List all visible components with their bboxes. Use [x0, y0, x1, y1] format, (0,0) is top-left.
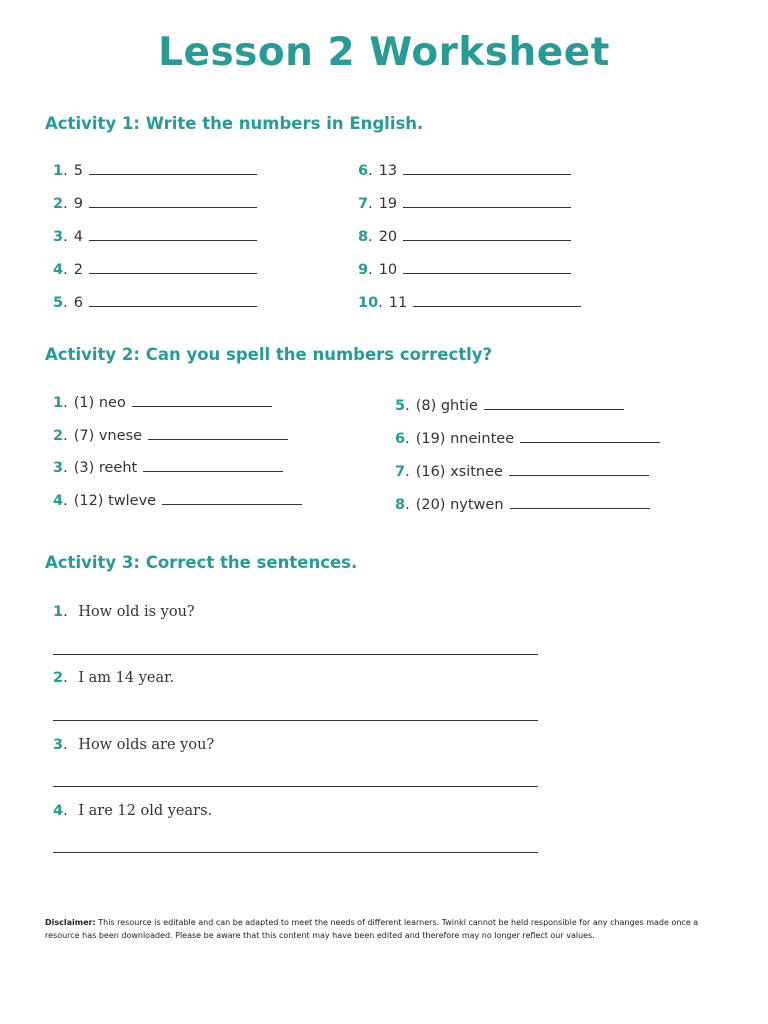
- answer-line[interactable]: [53, 654, 538, 655]
- item-value: 19: [378, 196, 398, 212]
- item-value: (20) nytwen: [415, 497, 504, 513]
- item-value: 2: [73, 262, 83, 278]
- item-number: 3: [53, 229, 64, 245]
- answer-blank[interactable]: [403, 193, 571, 208]
- activity-1-heading: Activity 1: Write the numbers in English.: [45, 114, 424, 133]
- item-value: 5: [73, 163, 83, 179]
- activity-2-heading: Activity 2: Can you spell the numbers correctly?: [45, 345, 493, 364]
- item-number: 1: [53, 604, 64, 620]
- item-number: 4: [53, 493, 64, 509]
- answer-blank[interactable]: [413, 292, 581, 307]
- answer-blank[interactable]: [148, 425, 288, 440]
- sentence-item: 3. How olds are you?: [53, 737, 215, 753]
- item-value: (8) ghtie: [415, 398, 478, 414]
- item-number: 6: [395, 431, 406, 447]
- activity-1-item: 5 . 6: [53, 292, 257, 313]
- answer-line[interactable]: [53, 852, 538, 853]
- item-number: 4: [53, 262, 64, 278]
- sentence-item: 1. How old is you?: [53, 604, 195, 620]
- item-value: (7) vnese: [73, 428, 143, 444]
- item-number: 4: [53, 803, 64, 819]
- activity-2-item: 2 . (7) vnese: [53, 425, 288, 446]
- activity-2-item: 4 . (12) twleve: [53, 490, 302, 511]
- answer-blank[interactable]: [403, 160, 571, 175]
- item-number: 10: [358, 295, 379, 311]
- activity-1-item: 10 . 11: [358, 292, 581, 313]
- item-number: 8: [395, 497, 406, 513]
- item-number: 5: [395, 398, 406, 414]
- item-number: 6: [358, 163, 369, 179]
- item-value: 4: [73, 229, 83, 245]
- sentence-text: I am 14 year.: [78, 670, 175, 686]
- item-number: 9: [358, 262, 369, 278]
- answer-line[interactable]: [53, 720, 538, 721]
- answer-line[interactable]: [53, 786, 538, 787]
- page-title: Lesson 2 Worksheet: [158, 30, 610, 75]
- sentence-item: 2. I am 14 year.: [53, 670, 175, 686]
- activity-1-item: 4 . 2: [53, 259, 257, 280]
- answer-blank[interactable]: [510, 494, 650, 509]
- sentence-text: I are 12 old years.: [78, 803, 213, 819]
- item-number: 2: [53, 196, 64, 212]
- activity-1-item: 7 . 19: [358, 193, 571, 214]
- answer-blank[interactable]: [89, 292, 257, 307]
- item-value: 20: [378, 229, 398, 245]
- sentence-item: 4. I are 12 old years.: [53, 803, 213, 819]
- answer-blank[interactable]: [484, 395, 624, 410]
- item-number: 7: [395, 464, 406, 480]
- activity-2-item: 6 . (19) nneintee: [395, 428, 660, 449]
- answer-blank[interactable]: [162, 490, 302, 505]
- answer-blank[interactable]: [89, 259, 257, 274]
- item-number: 1: [53, 163, 64, 179]
- item-number: 5: [53, 295, 64, 311]
- item-number: 1: [53, 395, 64, 411]
- activity-1-item: 9 . 10: [358, 259, 571, 280]
- answer-blank[interactable]: [403, 226, 571, 241]
- activity-3-heading: Activity 3: Correct the sentences.: [45, 553, 358, 572]
- sentence-text: How old is you?: [78, 604, 195, 620]
- disclaimer-text: This resource is editable and can be adapted to meet the needs of different learners. Twinkl cannot be held responsible for any changes made once a resource has been downloaded. Please be aware that this content may have been edited and therefore may no longer reflect our values.: [45, 918, 699, 940]
- item-value: 9: [73, 196, 83, 212]
- item-value: (1) neo: [73, 395, 126, 411]
- answer-blank[interactable]: [143, 457, 283, 472]
- item-value: (16) xsitnee: [415, 464, 503, 480]
- item-value: 6: [73, 295, 83, 311]
- item-value: 13: [378, 163, 398, 179]
- activity-2-item: 7 . (16) xsitnee: [395, 461, 649, 482]
- answer-blank[interactable]: [89, 160, 257, 175]
- item-number: 3: [53, 460, 64, 476]
- activity-1-item: 2 . 9: [53, 193, 257, 214]
- activity-1-item: 8 . 20: [358, 226, 571, 247]
- item-value: (19) nneintee: [415, 431, 515, 447]
- answer-blank[interactable]: [89, 226, 257, 241]
- activity-2-item: 3 . (3) reeht: [53, 457, 283, 478]
- activity-1-item: 6 . 13: [358, 160, 571, 181]
- item-value: (3) reeht: [73, 460, 138, 476]
- answer-blank[interactable]: [132, 392, 272, 407]
- item-number: 3: [53, 737, 64, 753]
- activity-1-item: 3 . 4: [53, 226, 257, 247]
- answer-blank[interactable]: [403, 259, 571, 274]
- activity-2-item: 1 . (1) neo: [53, 392, 272, 413]
- item-value: (12) twleve: [73, 493, 157, 509]
- activity-2-item: 8 . (20) nytwen: [395, 494, 650, 515]
- disclaimer: [45, 916, 720, 942]
- activity-1-item: 1 . 5: [53, 160, 257, 181]
- item-number: 2: [53, 670, 64, 686]
- item-value: 11: [388, 295, 408, 311]
- answer-blank[interactable]: [520, 428, 660, 443]
- answer-blank[interactable]: [509, 461, 649, 476]
- item-value: 10: [378, 262, 398, 278]
- sentence-text: How olds are you?: [78, 737, 215, 753]
- activity-2-item: 5 . (8) ghtie: [395, 395, 624, 416]
- disclaimer-label: Disclaimer:: [45, 918, 96, 927]
- item-number: 2: [53, 428, 64, 444]
- item-number: 8: [358, 229, 369, 245]
- item-number: 7: [358, 196, 369, 212]
- answer-blank[interactable]: [89, 193, 257, 208]
